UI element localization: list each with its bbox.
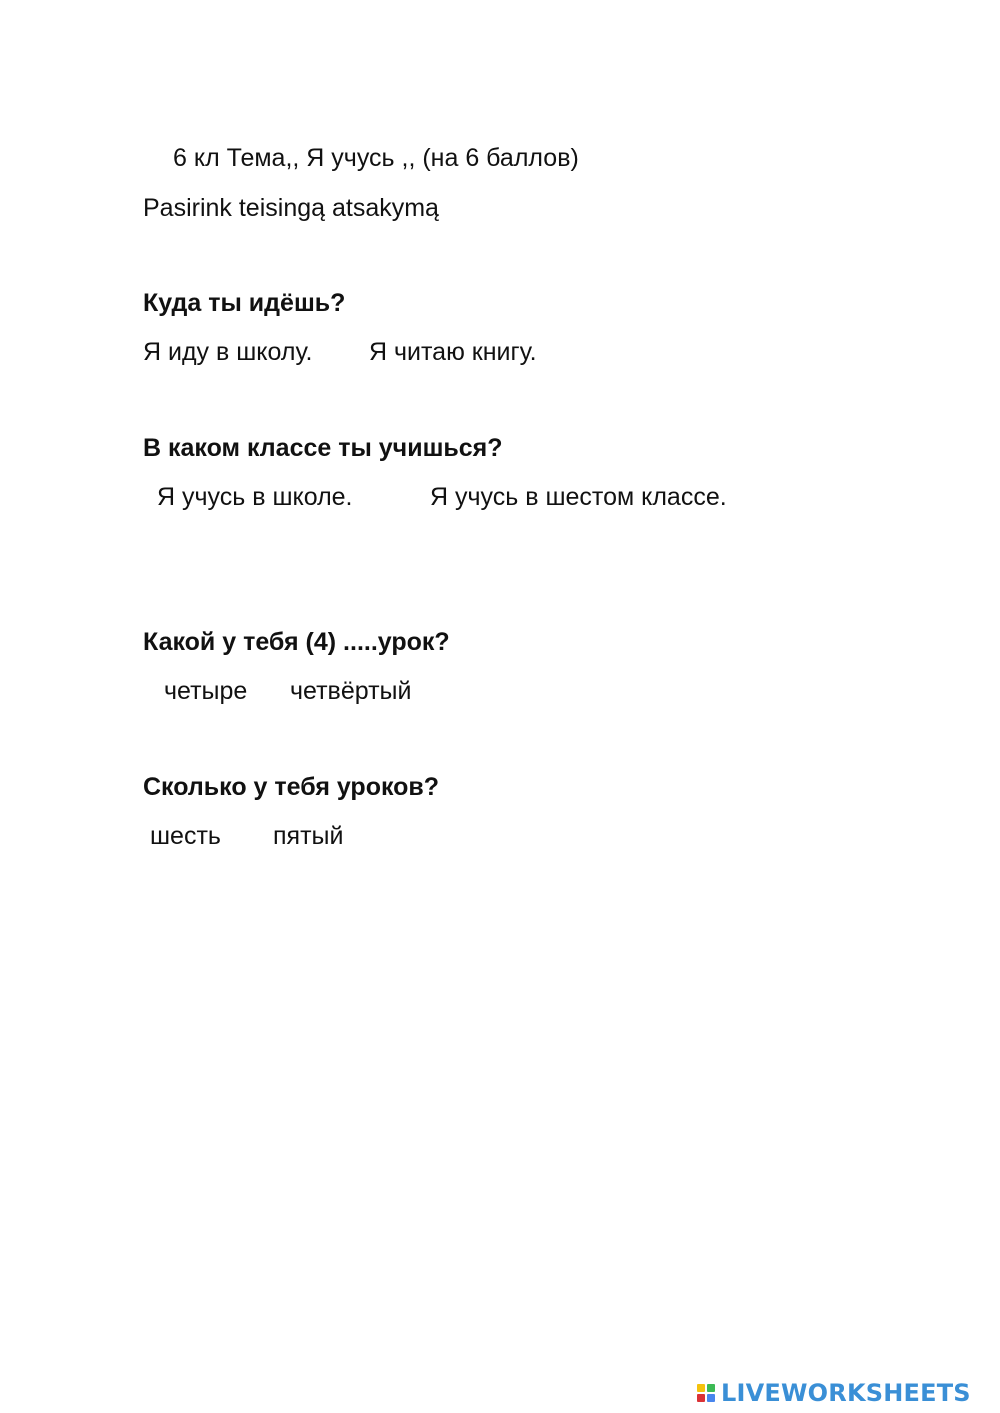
liveworksheets-brand-text: LIVEWORKSHEETS — [721, 1379, 971, 1407]
answer-option-3b[interactable]: четвёртый — [290, 677, 412, 705]
question-4: Сколько у тебя уроков? — [143, 773, 440, 801]
answer-option-1b[interactable]: Я читаю книгу. — [369, 338, 537, 366]
liveworksheets-logo-icon — [697, 1384, 715, 1402]
answer-option-1a[interactable]: Я иду в школу. — [143, 338, 313, 366]
liveworksheets-logo — [697, 1378, 971, 1408]
answer-option-2a[interactable]: Я учусь в школе. — [157, 483, 353, 511]
question-1: Куда ты идёшь? — [143, 289, 346, 317]
question-2: В каком классе ты учишься? — [143, 434, 503, 462]
worksheet-title: 6 кл Тема,, Я учусь ,, (на 6 баллов) — [173, 144, 579, 172]
instruction-text: Pasirink teisingą atsakymą — [143, 194, 439, 222]
answer-option-3a[interactable]: четыре — [164, 677, 248, 705]
question-3: Какой у тебя (4) .....урок? — [143, 628, 450, 656]
answer-option-2b[interactable]: Я учусь в шестом классе. — [430, 483, 727, 511]
answer-option-4a[interactable]: шесть — [150, 822, 221, 850]
answer-option-4b[interactable]: пятый — [273, 822, 344, 850]
